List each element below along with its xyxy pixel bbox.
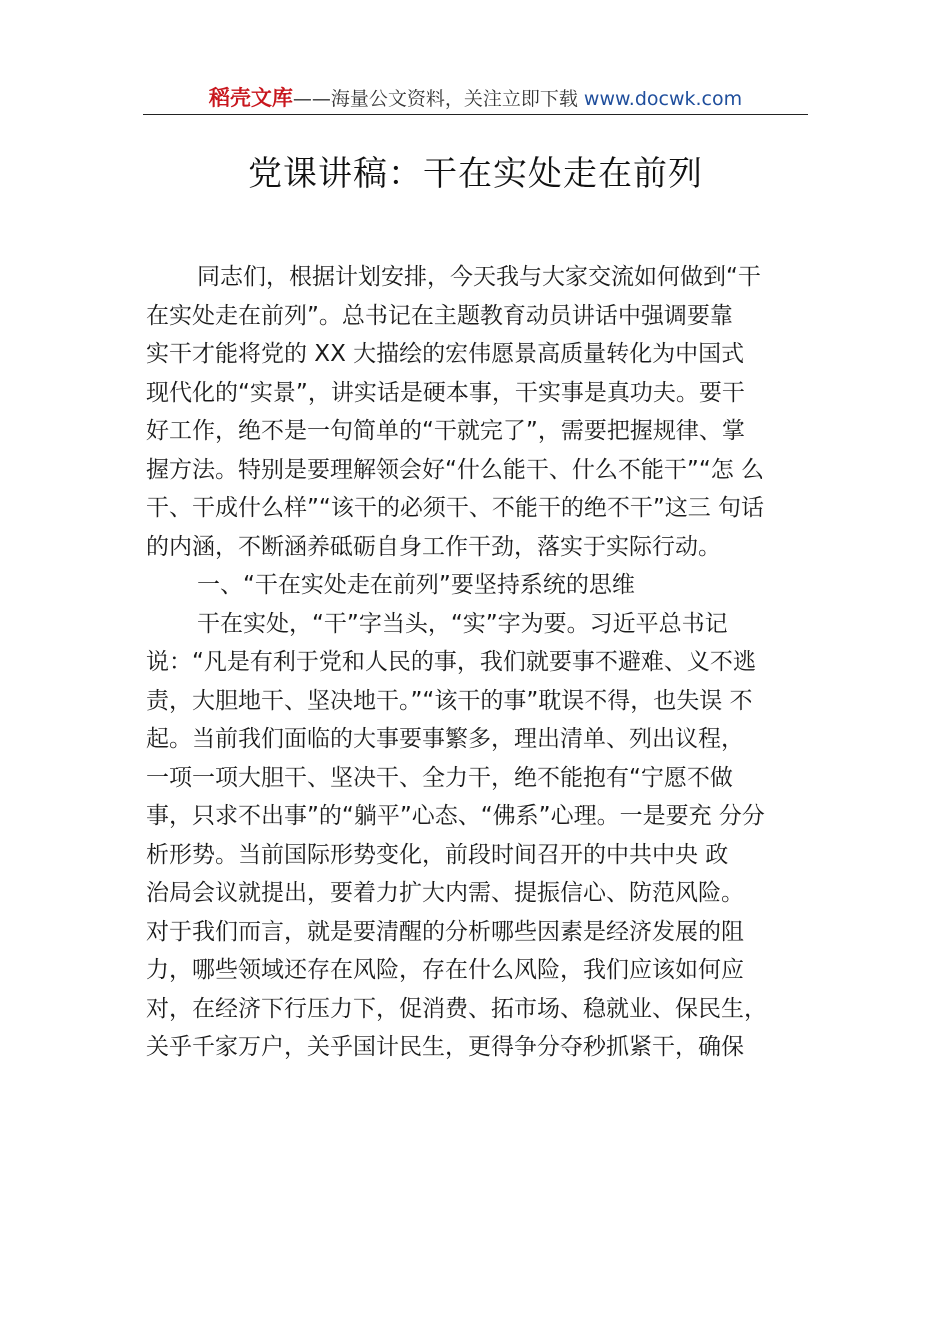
header-divider bbox=[143, 114, 808, 115]
paragraph-line: 责，大胆地干、坚决地干。”“该干的事”耽误不得，也失误 不 bbox=[146, 687, 753, 714]
paragraph-line: 好工作，绝不是一句简单的“干就完了”，需要把握规律、掌 bbox=[146, 418, 745, 444]
paragraph-line: 干、干成什么样”“该干的必须干、不能干的绝不干”这三 句话 bbox=[146, 495, 765, 521]
paragraph-line: 力，哪些领域还存在风险，存在什么风险，我们应该如何应 bbox=[146, 957, 744, 983]
paragraph-line: 事，只求不出事”的“躺平”心态、“佛系”心理。一是要充 分分 bbox=[146, 803, 765, 829]
paragraph-line: 说：“凡是有利于党和人民的事，我们就要事不避难、义不逃 bbox=[146, 649, 756, 675]
site-header bbox=[143, 84, 808, 114]
paragraph-line: 干在实处，“干”字当头，“实”字为要。习近平总书记 bbox=[197, 610, 728, 637]
paragraph-line: 治局会议就提出，要着力扩大内需、提振信心、防范风险。 bbox=[146, 880, 744, 906]
paragraph-line: 关乎千家万户，关乎国计民生，更得争分夺秒抓紧干，确保 bbox=[146, 1034, 744, 1060]
paragraph-line: 实干才能将党的 XX 大描绘的宏伟愿景高质量转化为中国式 bbox=[146, 341, 745, 367]
header-tagline: ——海量公文资料，关注立即下载 bbox=[292, 88, 584, 110]
paragraph-line: 对于我们而言，就是要清醒的分析哪些因素是经济发展的阻 bbox=[146, 918, 744, 945]
brand-logo-text[interactable]: 稻壳文库 bbox=[208, 86, 293, 110]
paragraph-line: 起。当前我们面临的大事要事繁多，理出清单、列出议程， bbox=[146, 726, 744, 752]
paragraph-line: 一项一项大胆干、坚决干、全力干，绝不能抱有“宁愿不做 bbox=[146, 764, 733, 791]
paragraph-line: 同志们，根据计划安排，今天我与大家交流如何做到“干 bbox=[197, 264, 761, 290]
paragraph-line: 的内涵，不断涵养砥砺自身工作干劲，落实于实际行动。 bbox=[146, 533, 721, 560]
paragraph-line: 在实处走在前列”。总书记在主题教育动员讲话中强调要靠 bbox=[146, 302, 733, 329]
section-heading: 一、“干在实处走在前列”要坚持系统的思维 bbox=[197, 572, 635, 598]
site-url-link[interactable]: www.docwk.com bbox=[583, 88, 743, 110]
document-body bbox=[146, 258, 810, 1067]
paragraph-line: 析形势。当前国际形势变化，前段时间召开的中共中央 政 bbox=[146, 841, 729, 868]
paragraph-line: 握方法。特别是要理解领会好“什么能干、什么不能干”“怎 么 bbox=[146, 456, 765, 483]
paragraph-line: 对，在经济下行压力下，促消费、拓市场、稳就业、保民生， bbox=[146, 995, 767, 1022]
document-title: 党课讲稿：干在实处走在前列 bbox=[248, 154, 703, 194]
paragraph-line: 现代化的“实景”，讲实话是硬本事，干实事是真功夫。要干 bbox=[146, 379, 745, 406]
